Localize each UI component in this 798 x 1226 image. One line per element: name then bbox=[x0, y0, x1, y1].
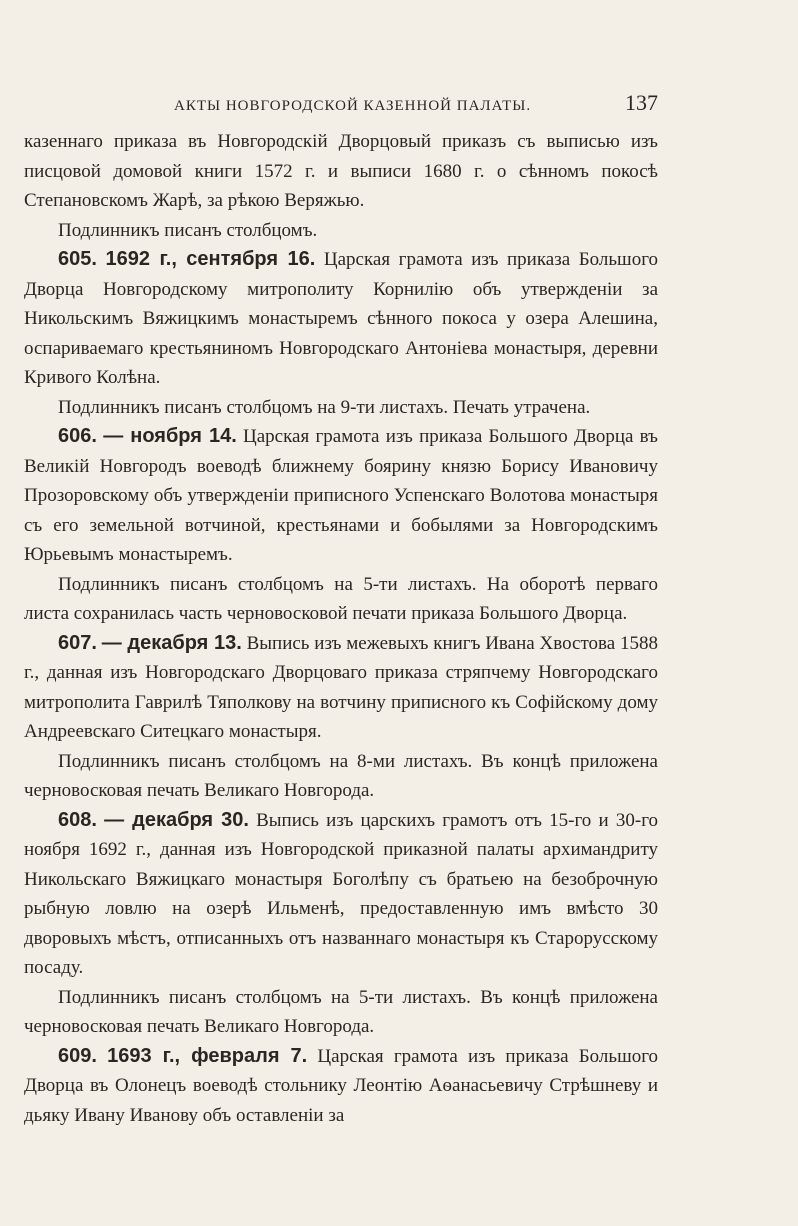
entry-number: 608. bbox=[58, 808, 97, 831]
entry-date: — декабря 30. bbox=[104, 808, 249, 831]
entry-608 bbox=[24, 806, 658, 983]
entry-text: Выпись изъ царскихъ грамотъ отъ 15-го и 30-го ноября 1692 г., данная изъ Новгородской приказной палаты архимандриту Никольскаго Вяжицкаго монастыря Боголѣпу съ братьею на безоброчную рыбную ловлю на озерѣ Ильменѣ, предоставленную имъ вмѣсто 30 дворовыхъ мѣстъ, отписанныхъ отъ названнаго монастыря къ Старорусскому посаду. bbox=[24, 809, 659, 978]
page-body bbox=[24, 127, 658, 1130]
entry-text: Царская грамота изъ приказа Большого Дворца въ Олонецъ воеводѣ стольнику Леонтію Аѳанасьевичу Стрѣшневу и дьяку Ивану Иванову объ оставленіи за bbox=[24, 1045, 659, 1126]
entry-text: Царская грамота изъ приказа Большого Дворца въ Великій Новгородъ воеводѣ ближнему боярину князю Борису Ивановичу Прозоровскому объ утвержденіи приписного Успенскаго Волотова монастыря съ его земельной вотчиной, крестьянами и бобылями за Новгородскимъ Юрьевымъ монастыремъ. bbox=[24, 426, 658, 565]
entry-text: Выпись изъ межевыхъ книгъ Ивана Хвостова 1588 г., данная изъ Новгородскаго Дворцоваго приказа стряпчему Новгородскаго митрополита Гаврилѣ Тяполкову на вотчину приписного къ Софійскому дому Андреевскаго Ситецкаго монастыря. bbox=[24, 632, 659, 742]
entry-606 bbox=[24, 422, 658, 570]
entry-date: — декабря 13. bbox=[101, 631, 242, 654]
page-number: 137 bbox=[625, 90, 658, 115]
entry-date: — ноября 14. bbox=[103, 425, 237, 447]
continuation-paragraph: казеннаго приказа въ Новгородскій Дворцовый приказъ съ выписью изъ писцовой домовой книги 1572 г. и выписи 1680 г. о сѣнномъ покосѣ Степановскомъ Жарѣ, за рѣкою Веряжью. bbox=[24, 131, 658, 211]
entry-note: Подлинникъ писанъ столбцомъ на 9-ти листахъ. Печать утрачена. bbox=[58, 396, 591, 418]
entry-note: Подлинникъ писанъ столбцомъ на 8-ми листахъ. Въ концѣ приложена черновосковая печать Великаго Новгорода. bbox=[24, 750, 658, 801]
entry-605 bbox=[24, 245, 658, 393]
entry-note: Подлинникъ писанъ столбцомъ на 5-ти листахъ. На оборотѣ перваго листа сохранилась часть черновосковой печати приказа Большого Дворца. bbox=[24, 573, 658, 624]
entry-number: 606. bbox=[58, 425, 97, 447]
entry-date: 1692 г., сентября 16. bbox=[105, 248, 316, 270]
entry-number: 609. bbox=[58, 1044, 97, 1067]
running-title: АКТЫ НОВГОРОДСКОЙ КАЗЕННОЙ ПАЛАТЫ. bbox=[174, 98, 532, 114]
entry-note: Подлинникъ писанъ столбцомъ на 5-ти листахъ. Въ концѣ приложена черновосковая печать Великаго Новгорода. bbox=[24, 986, 658, 1037]
page-header bbox=[24, 90, 658, 116]
entry-number: 607. bbox=[58, 631, 97, 654]
entry-number: 605. bbox=[58, 248, 97, 270]
entry-text: Царская грамота изъ приказа Большого Дворца Новгородскому митрополиту Корнилію объ утвержденіи за Никольскимъ Вяжицкимъ монастыремъ сѣнного покоса у озера Алешина, оспариваемаго крестьяниномъ Новгородскаго Антоніева монастыря, деревни Кривого Колѣна. bbox=[24, 249, 659, 388]
entry-607 bbox=[24, 629, 658, 747]
entry-609 bbox=[24, 1042, 658, 1131]
continuation-note: Подлинникъ писанъ столбцомъ. bbox=[58, 219, 318, 241]
entry-date: 1693 г., февраля 7. bbox=[107, 1044, 308, 1067]
